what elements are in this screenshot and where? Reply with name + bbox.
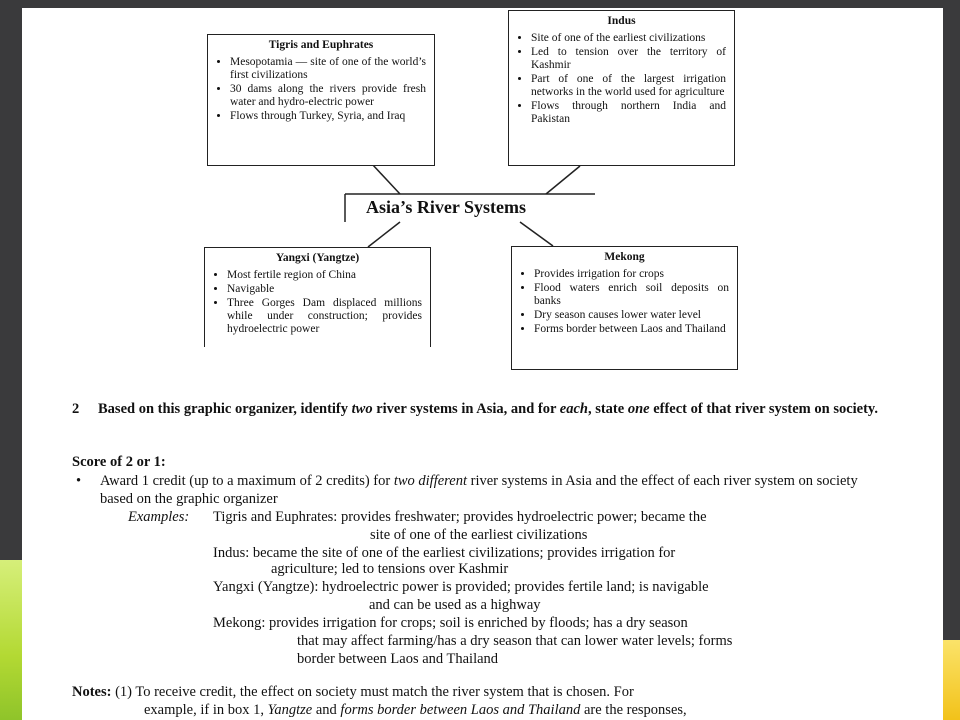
award-bullet bbox=[72, 472, 892, 508]
list-item: • Dry season causes lower water level bbox=[534, 309, 729, 322]
example-tigris-line-1: Tigris and Euphrates: provides freshwater; provides hydroelectric power; became the bbox=[213, 509, 707, 525]
example-yangxi-line-1: Yangxi (Yangtze): hydroelectric power is provided; provides fertile land; is navigable bbox=[213, 579, 709, 595]
connector-mekong bbox=[520, 222, 553, 246]
list-item: • Flood waters enrich soil deposits on banks bbox=[534, 282, 729, 308]
list-item: • Mesopotamia — site of one of the world’s first civilizations bbox=[230, 56, 426, 82]
list-item: • Navigable bbox=[227, 283, 422, 296]
notes-section bbox=[72, 683, 902, 719]
box-yangxi bbox=[204, 247, 431, 347]
examples-label: Examples: bbox=[128, 509, 190, 525]
list-item: • Most fertile region of China bbox=[227, 269, 422, 282]
organizer-center-title: Asia’s River Systems bbox=[366, 197, 526, 217]
list-item: • Forms border between Laos and Thailand bbox=[534, 323, 729, 336]
list-item: • Flows through Turkey, Syria, and Iraq bbox=[230, 110, 426, 123]
example-yangxi-line-2: and can be used as a highway bbox=[369, 597, 541, 613]
example-tigris-line-2: site of one of the earliest civilizations bbox=[370, 527, 588, 543]
box-mekong bbox=[511, 246, 738, 370]
connector-tigris bbox=[372, 164, 400, 194]
question-2 bbox=[72, 400, 882, 418]
list-item: • Led to tension over the territory of Kashmir bbox=[531, 46, 726, 72]
list-item: • Provides irrigation for crops bbox=[534, 268, 729, 281]
box-indus bbox=[508, 10, 735, 166]
list-item: • Three Gorges Dam displaced millions while under construction; provides hydroelectric power bbox=[227, 297, 422, 336]
example-indus-line-2: agriculture; led to tensions over Kashmir bbox=[271, 561, 509, 577]
box-title: Tigris and Euphrates bbox=[268, 39, 374, 51]
notes-line-1: Notes: (1) To receive credit, the effect on society must match the river system that is chosen. For bbox=[72, 684, 634, 700]
box-title: Mekong bbox=[604, 251, 645, 263]
example-mekong-line-2: that may affect farming/has a dry season that can lower water levels; forms bbox=[297, 633, 733, 649]
box-title: Indus bbox=[607, 15, 636, 27]
example-mekong-line-1: Mekong: provides irrigation for crops; soil is enriched by floods; has a dry season bbox=[213, 615, 688, 631]
box-list bbox=[208, 56, 434, 123]
list-item: • Flows through northern India and Pakistan bbox=[531, 100, 726, 126]
connector-yangxi bbox=[368, 222, 400, 247]
box-list bbox=[509, 32, 734, 126]
award-text: Award 1 credit (up to a maximum of 2 credits) for two different river systems in Asia and the effect of each river system on society based on the graphic organizer bbox=[100, 473, 858, 507]
box-title: Yangxi (Yangtze) bbox=[275, 252, 360, 264]
notes-line-2: example, if in box 1, Yangtze and forms border between Laos and Thailand are the responses, bbox=[144, 702, 687, 718]
score-heading: Score of 2 or 1: bbox=[72, 454, 166, 470]
connector-indus bbox=[546, 166, 580, 194]
example-mekong-line-3: border between Laos and Thailand bbox=[297, 651, 499, 667]
box-list bbox=[512, 268, 737, 336]
example-indus-line-1: Indus: became the site of one of the earliest civilizations; provides irrigation for bbox=[213, 545, 676, 561]
list-item: • 30 dams along the rivers provide fresh water and hydro-electric power bbox=[230, 83, 426, 109]
list-item: • Part of one of the largest irrigation networks in the world used for agriculture bbox=[531, 73, 726, 99]
question-text: Based on this graphic organizer, identify two river systems in Asia, and for each, state one effect of that river system on society. bbox=[98, 401, 879, 417]
box-tigris-euphrates bbox=[207, 34, 435, 166]
question-number: 2 bbox=[72, 401, 80, 417]
box-list bbox=[205, 269, 430, 336]
list-item: • Site of one of the earliest civilizations bbox=[531, 32, 726, 45]
bullet-icon: • bbox=[76, 473, 82, 489]
